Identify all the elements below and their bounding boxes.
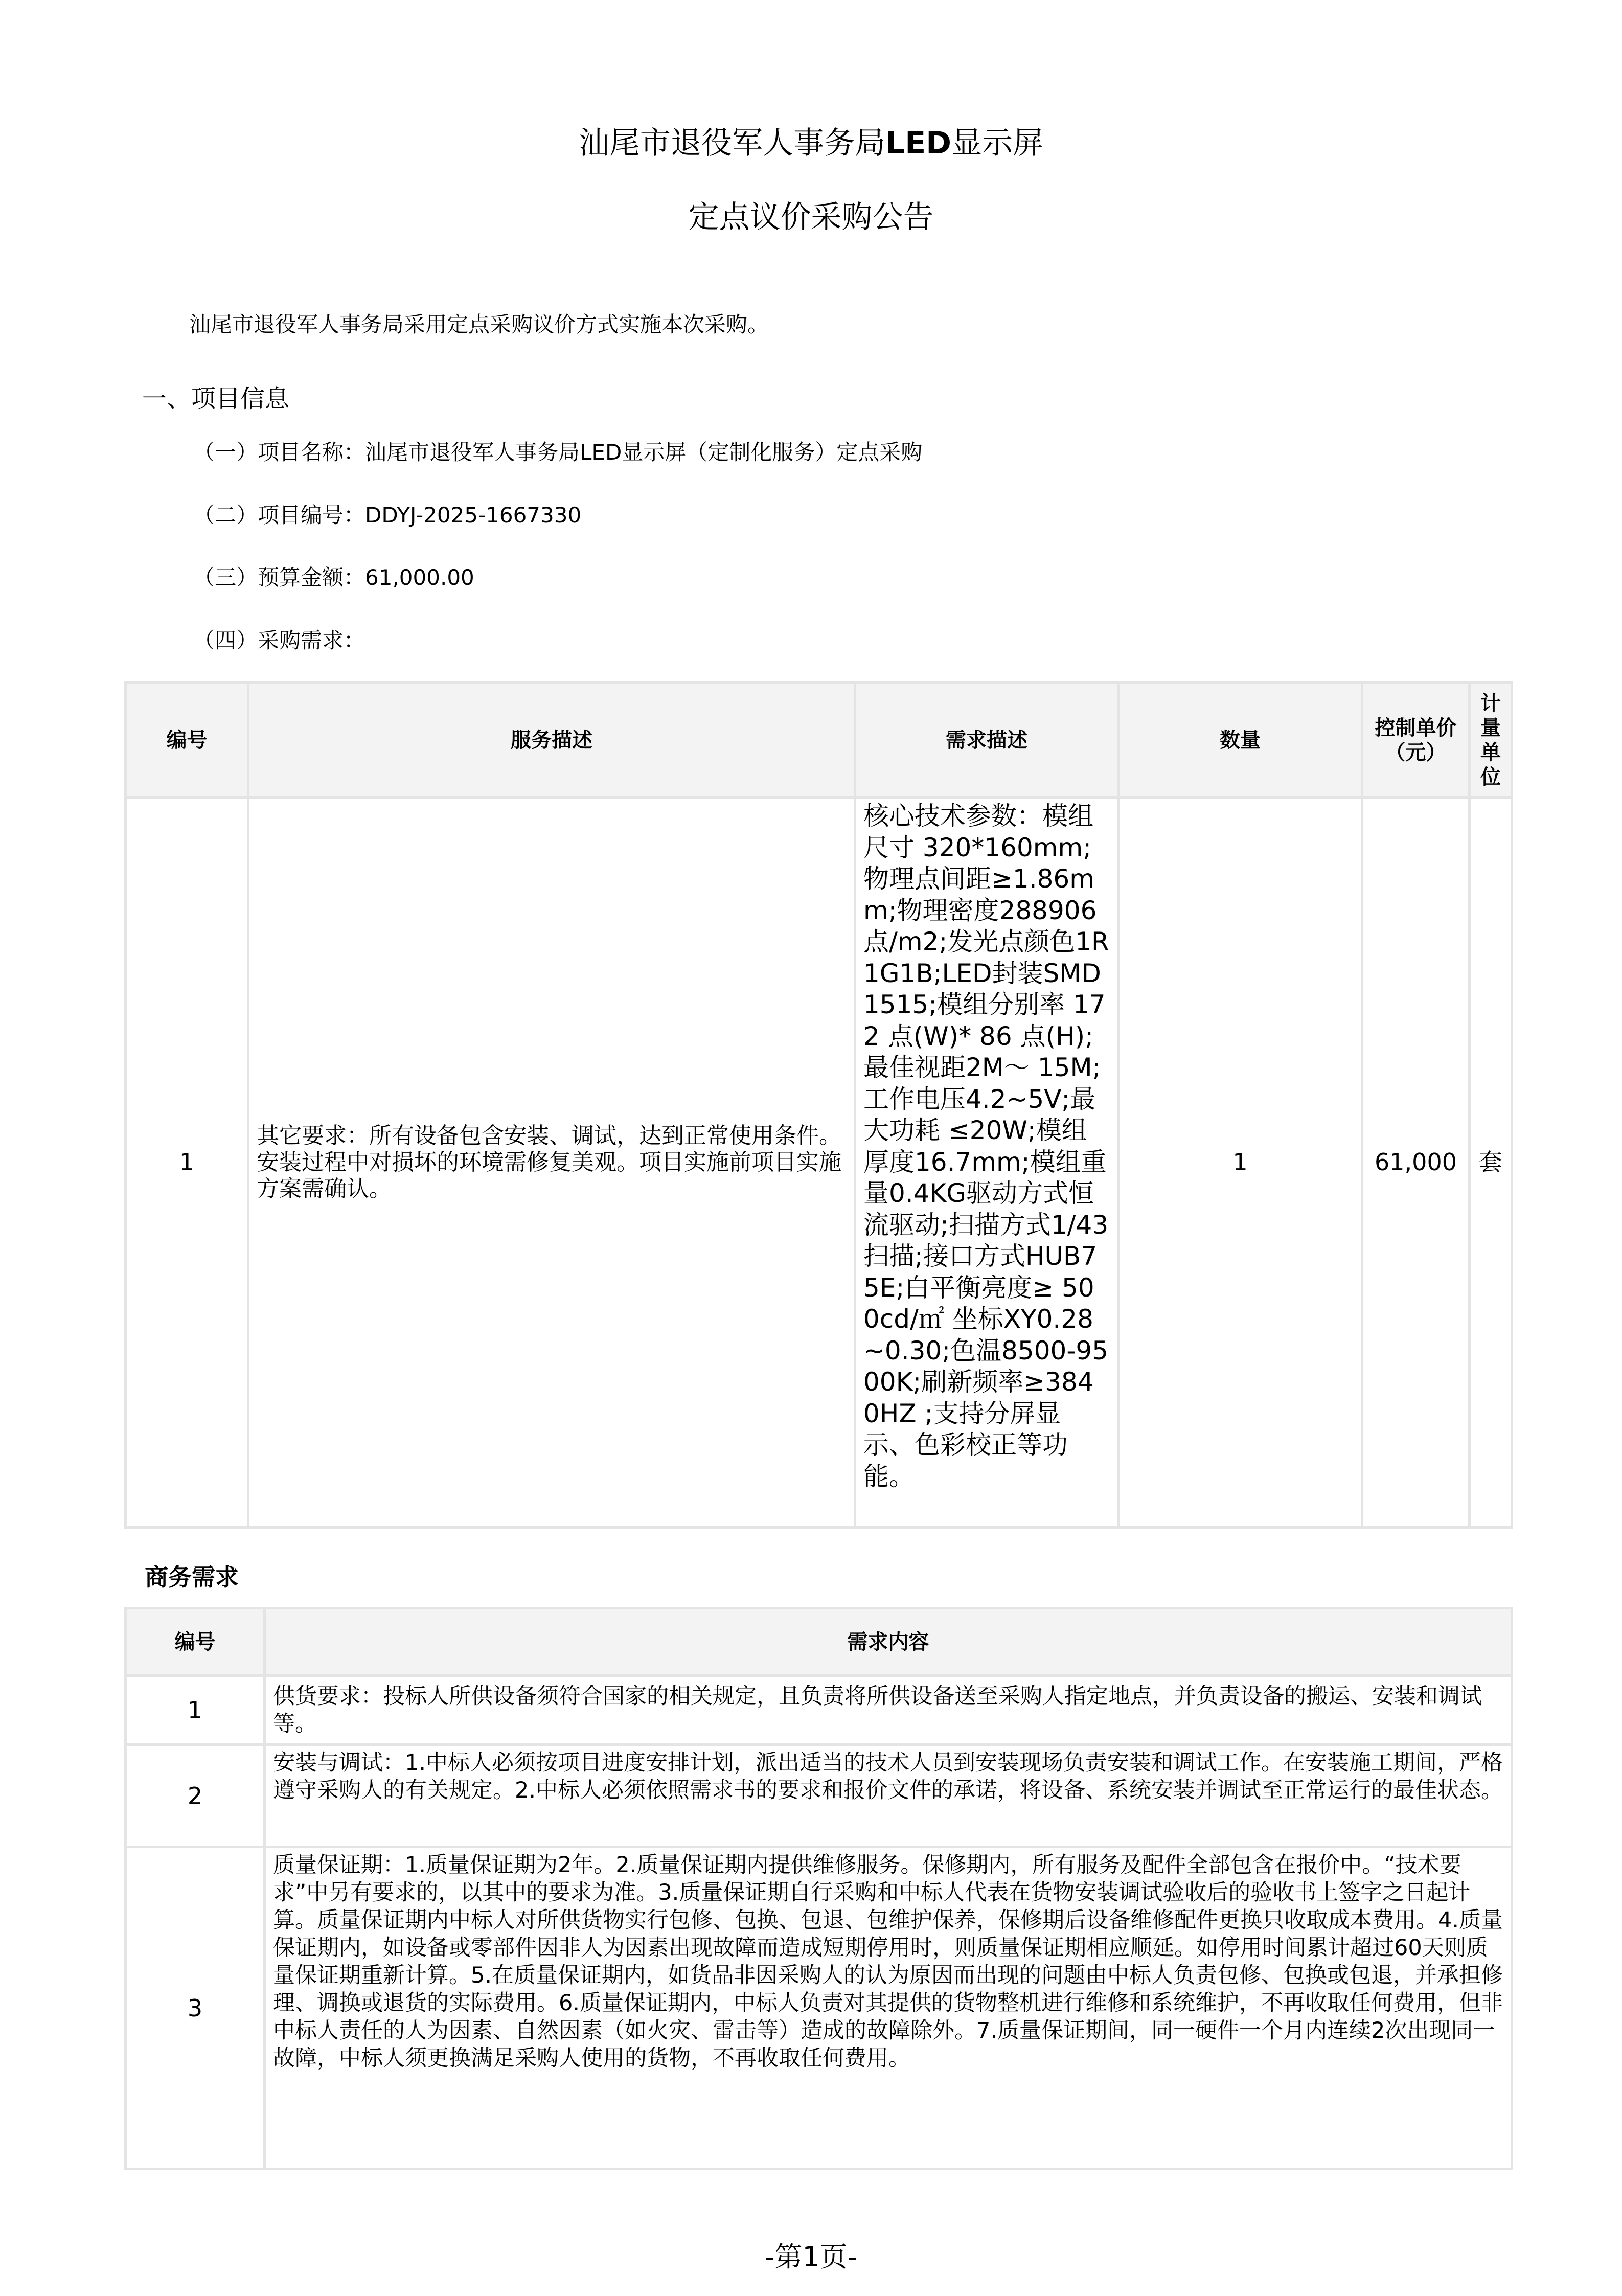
intro-paragraph: 汕尾市退役军人事务局采用定点采购议价方式实施本次采购。 [189, 312, 769, 337]
info-item-project-number [193, 500, 581, 531]
table-row [126, 1847, 1512, 2169]
header-unit: 计量单位 [1470, 683, 1512, 798]
cell-requirement: 核心技术参数：模组尺寸 320*160mm;物理点间距≥1.86mm;物理密度288906 点/m2;发光点颜色1R1G1B;LED封装SMD1515;模组分别率 172 点(W)* 86 点(H);最佳视距2M～ 15M;工作电压4.2~5V;最大功耗 ≤20W;模组厚度16.7mm;模组重量0.4KG驱动方式恒流驱动;扫描方式1/43扫描;接口方式HUB75E;白平衡亮度≥ 500cd/㎡ 坐标XY0.28 ~0.30;色温8500-9500K;刷新频率≥3840HZ ;支持分屏显示、色彩校正等功能。 [855, 798, 1118, 1528]
title-bold: LED [885, 125, 952, 161]
document-title-line1 [0, 123, 1622, 164]
header-no: 编号 [126, 683, 248, 798]
cell-quantity: 1 [1118, 798, 1362, 1528]
page-number: -第1页- [764, 2241, 858, 2273]
header-content: 需求内容 [265, 1608, 1512, 1676]
cell-service: 其它要求：所有设备包含安装、调试，达到正常使用条件。安装过程中对损坏的环境需修复美观。项目实施前项目实施方案需确认。 [248, 798, 855, 1528]
title-suffix: 显示屏 [951, 125, 1044, 161]
header-price: 控制单价（元） [1362, 683, 1470, 798]
title-prefix: 汕尾市退役军人事务局 [578, 125, 885, 161]
cell-no: 1 [126, 1676, 265, 1745]
header-no: 编号 [126, 1608, 265, 1676]
cell-no: 2 [126, 1745, 265, 1847]
cell-no: 1 [126, 798, 248, 1528]
info-item-budget [193, 562, 474, 593]
table-header-row [126, 1608, 1512, 1676]
section-heading-business: 商务需求 [145, 1563, 239, 1591]
cell-no: 3 [126, 1847, 265, 2169]
info-label: （二）项目编号： [193, 503, 365, 528]
header-service: 服务描述 [248, 683, 855, 798]
section-heading-project-info: 一、项目信息 [142, 384, 290, 413]
info-label: （三）预算金额： [193, 565, 365, 590]
cell-unit: 套 [1470, 798, 1512, 1528]
header-quantity: 数量 [1118, 683, 1362, 798]
info-item-requirements [193, 625, 365, 656]
cell-content: 安装与调试：1.中标人必须按项目进度安排计划，派出适当的技术人员到安装现场负责安装和调试工作。在安装施工期间，严格遵守采购人的有关规定。2.中标人必须依照需求书的要求和报价文件的承诺，将设备、系统安装并调试至正常运行的最佳状态。 [265, 1745, 1512, 1847]
info-value: 61,000.00 [365, 565, 474, 590]
info-value: 汕尾市退役军人事务局LED显示屏（定制化服务）定点采购 [365, 440, 923, 465]
table-header-row [126, 683, 1512, 798]
cell-content: 质量保证期：1.质量保证期为2年。2.质量保证期内提供维修服务。保修期内，所有服务及配件全部包含在报价中。“技术要求”中另有要求的，以其中的要求为准。3.质量保证期自行采购和中标人代表在货物安装调试验收后的验收书上签字之日起计算。质量保证期内中标人对所供货物实行包修、包换、包退、包维护保养，保修期后设备维修配件更换只收取成本费用。4.质量保证期内，如设备或零部件因非人为因素出现故障而造成短期停用时，则质量保证期相应顺延。如停用时间累计超过60天则质量保证期重新计算。5.在质量保证期内，如货品非因采购人的认为原因而出现的问题由中标人负责包修、包换或包退，并承担修理、调换或退货的实际费用。6.质量保证期内，中标人负责对其提供的货物整机进行维修和系统维护，不再收取任何费用，但非中标人责任的人为因素、自然因素（如火灾、雷击等）造成的故障除外。7.质量保证期间，同一硬件一个月内连续2次出现同一故障，中标人须更换满足采购人使用的货物，不再收取任何费用。 [265, 1847, 1512, 2169]
info-value: DDYJ-2025-1667330 [365, 503, 582, 528]
table-row [126, 798, 1512, 1528]
procurement-table [124, 681, 1513, 1529]
table-row [126, 1676, 1512, 1745]
info-label: （四）采购需求： [193, 628, 365, 653]
business-table [124, 1607, 1513, 2170]
cell-price: 61,000 [1362, 798, 1470, 1528]
info-item-project-name [193, 437, 922, 468]
cell-content: 供货要求：投标人所供设备须符合国家的相关规定，且负责将所供设备送至采购人指定地点，并负责设备的搬运、安装和调试等。 [265, 1676, 1512, 1745]
header-requirement: 需求描述 [855, 683, 1118, 798]
table-row [126, 1745, 1512, 1847]
document-title-line2: 定点议价采购公告 [688, 199, 934, 235]
info-label: （一）项目名称： [193, 440, 365, 465]
